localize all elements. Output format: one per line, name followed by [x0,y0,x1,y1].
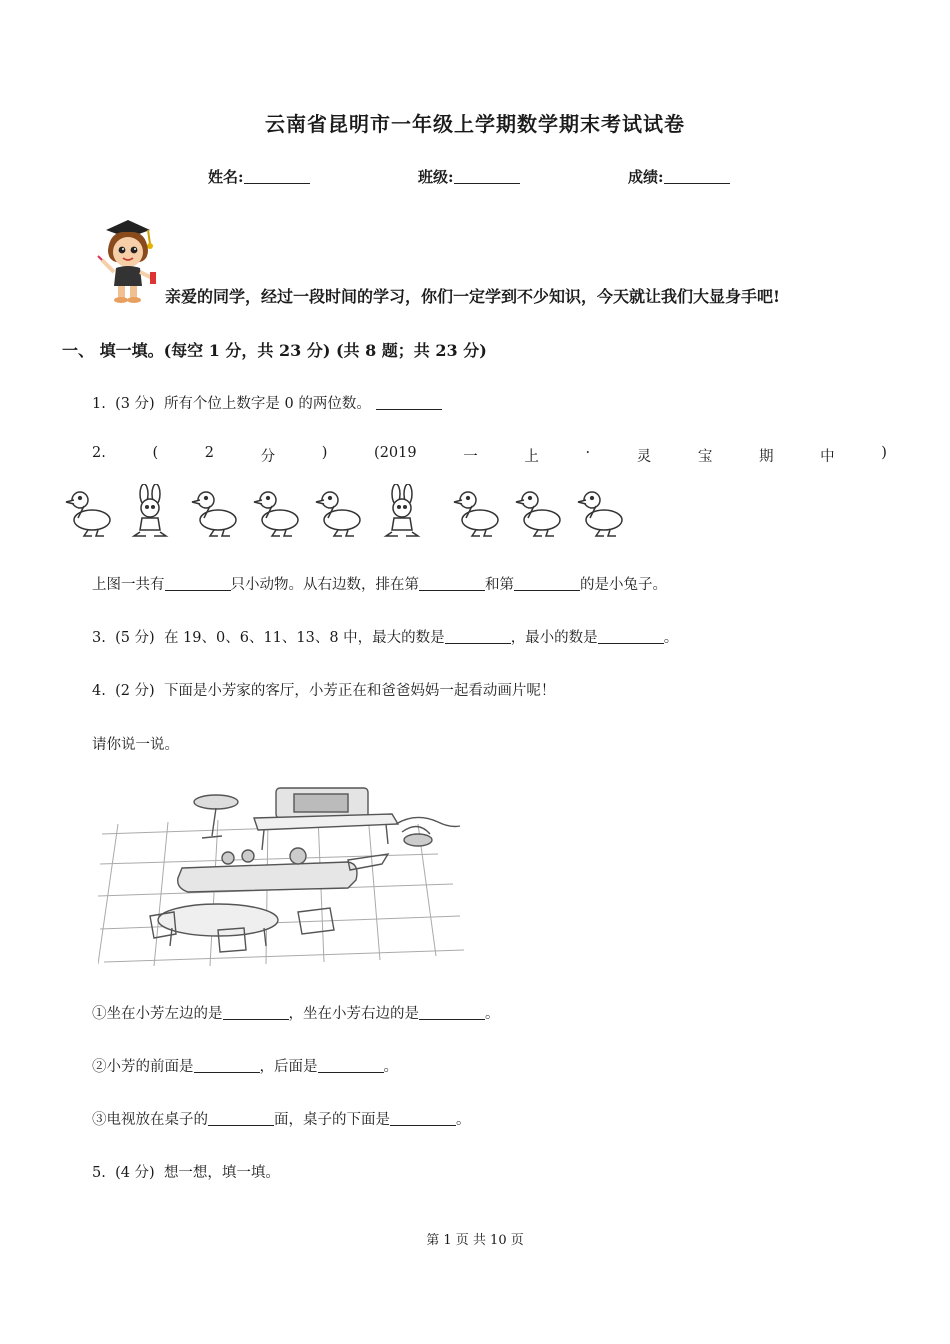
text: ①坐在小芳左边的是 [92,1006,223,1022]
text: ，最小的数是 [510,630,598,646]
text: 。 [383,1059,398,1075]
class-field[interactable] [418,166,520,187]
question-score: (5 分) [115,630,155,646]
class-blank[interactable] [454,168,520,184]
source-char: 中 [820,449,835,465]
text: 。 [456,1112,471,1128]
greeting-text: 亲爱的同学，经过一段时间的学习，你们一定学到不少知识，今天就让我们大显身手吧! [165,287,781,306]
animals-figure [60,484,640,540]
duck-icon [254,492,298,536]
question-4-item-2 [92,1055,398,1076]
text: 。 [663,630,679,646]
name-label: 姓名: [208,168,244,186]
name-blank[interactable] [244,168,310,184]
answer-blank[interactable] [194,1058,260,1074]
section-1-heading: 一、 填一填。(每空 1 分，共 23 分) (共 8 题；共 23 分) [62,341,487,360]
source-char: 宝 [697,449,713,465]
answer-blank[interactable] [419,576,485,592]
answer-blank[interactable] [376,395,442,411]
question-text: 所有个位上数字是 0 的两位数。 [163,396,371,412]
text: 面，桌子的下面是 [274,1112,390,1128]
answer-blank[interactable] [514,576,580,592]
score-blank[interactable] [664,168,730,184]
duck-icon [578,492,622,536]
answer-blank[interactable] [208,1111,274,1127]
duck-icon [66,492,110,536]
paren-open: ( [152,445,159,461]
duck-icon [454,492,498,536]
question-text: 下面是小芳家的客厅，小芳正在和爸爸妈妈一起看动画片呢！ [163,683,556,699]
text: 。 [485,1006,500,1022]
answer-blank[interactable] [165,576,231,592]
question-score: (4 分) [115,1165,155,1181]
question-1 [92,392,442,413]
question-text: 想一想，填一填。 [163,1165,280,1181]
source-year: (2019 [374,445,417,461]
question-2-header [92,445,887,466]
answer-blank[interactable] [445,629,511,645]
score-label: 成绩: [628,168,664,186]
question-number: 4. [92,683,106,699]
answer-blank[interactable] [419,1005,485,1021]
source-char: 上 [524,449,539,465]
page-title: 云南省昆明市一年级上学期数学期末考试试卷 [265,112,685,136]
duck-icon [192,492,236,536]
question-score: (3 分) [115,396,155,412]
score-field[interactable] [628,166,730,187]
question-4-item-3 [92,1108,471,1129]
name-field[interactable] [208,166,310,187]
source-char: 期 [758,449,774,465]
question-number: 1. [92,396,106,412]
question-number: 5. [92,1165,106,1181]
rabbit-icon [386,484,418,536]
question-4 [92,679,555,700]
source-char: 一 [463,449,478,465]
score-value: 2 [204,445,214,461]
source-char: 灵 [636,449,652,465]
text: ，坐在小芳右边的是 [288,1006,419,1022]
mascot-icon [92,216,162,304]
question-number: 2. [92,445,106,461]
paren-close: ) [881,445,887,461]
text: 的是小兔子。 [580,577,667,593]
question-5 [92,1161,280,1182]
answer-blank[interactable] [318,1058,384,1074]
answer-blank[interactable] [390,1111,456,1127]
text: ②小芳的前面是 [92,1059,194,1075]
question-number: 3. [92,630,106,646]
question-4-sub: 请你说一说。 [92,737,179,753]
duck-icon [316,492,360,536]
duck-icon [516,492,560,536]
question-2-body [92,573,667,594]
class-label: 班级: [418,168,454,186]
text: 在 19、0、6、11、13、8 中，最大的数是 [163,630,445,646]
paren-close: ) [321,445,328,461]
text: ，后面是 [259,1059,318,1075]
text: ③电视放在桌子的 [92,1112,208,1128]
question-3 [92,626,678,647]
text: 和第 [485,577,514,593]
text: 上图一共有 [92,577,165,593]
living-room-illustration [98,784,470,972]
page-footer: 第 1 页 共 10 页 [426,1233,524,1248]
answer-blank[interactable] [223,1005,289,1021]
text: 只小动物。从右边数，排在第 [230,577,419,593]
score-unit: 分 [260,449,276,465]
question-4-item-1 [92,1002,500,1023]
source-dot: · [585,445,591,461]
question-score: (2 分) [115,683,155,699]
rabbit-icon [134,484,166,536]
answer-blank[interactable] [598,629,664,645]
